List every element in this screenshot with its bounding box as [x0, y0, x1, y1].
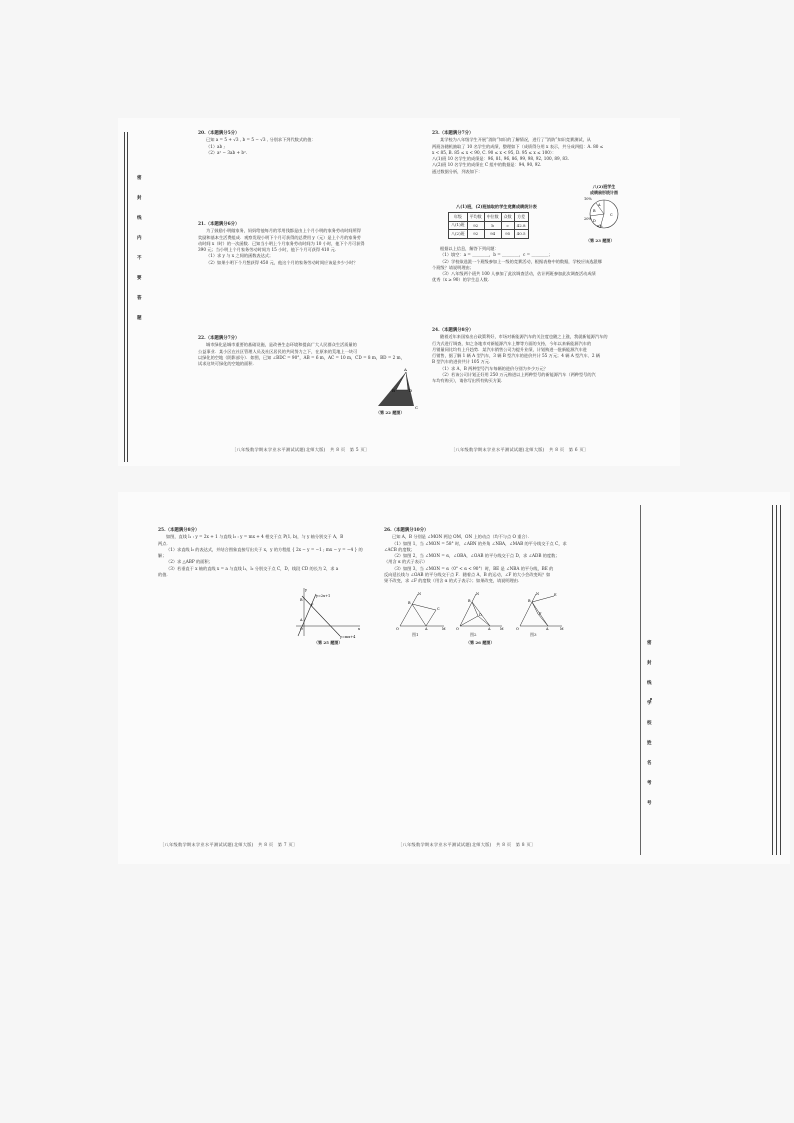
table-header-cell: 年级 — [449, 213, 468, 222]
question-title: 26.（本题满分10分） — [384, 528, 429, 533]
axis-label: y — [305, 588, 307, 592]
seal-char: 要 — [137, 276, 142, 281]
figure-caption: 图2 — [470, 632, 477, 637]
question-line: 通过数据分析，列表如下： — [432, 168, 483, 174]
binding-line — [127, 132, 128, 462]
question-title: 22.（本题满分7分） — [198, 336, 240, 341]
point-label: B — [300, 598, 303, 602]
question-line: 八(2)班 10 名学生的成绩在 C 组中的数据是：94, 90, 92. — [432, 162, 542, 168]
figure-caption: 图3 — [530, 632, 537, 637]
seal-line-text — [137, 175, 142, 335]
question-line: （3）若垂直于 x 轴的直线 x = a 与直线 l₁，l₂ 分别交于点 C，D，线段 CD 的长为 2，求 a — [166, 565, 339, 571]
question-line: 已知 a = 5 + √3 , b = 5 − √3 , 分别求下列代数式的值： — [206, 137, 316, 143]
table-cell: 40.5 — [514, 230, 528, 239]
pie-label: 10% — [584, 197, 592, 201]
question-line: 已知 A，B 分别是 ∠MON 两边 OM，ON 上的动点（均不与点 O 重合）． — [392, 534, 532, 540]
question-line: 根据以上信息，解答下列问题： — [440, 246, 499, 251]
question-line: （1）求直线 l₂ 的表达式，并结合图象直接写出关于 x，y 的方程组 { 2x − y = −1 ; mx − y = −4 } 的解； — [158, 546, 363, 559]
svg-text:D: D — [479, 613, 482, 617]
seal-char: 答 — [137, 296, 142, 301]
question-22 — [198, 336, 410, 367]
question-line: 390 元；当小明上个月家务劳动时间为 15 小时，他下个月可获得 410 元． — [198, 247, 340, 253]
table-cell: 95 — [501, 230, 514, 239]
question-line: （1）填空：a = ＿＿＿＿，b = ＿＿＿＿，c = ＿＿＿＿； — [440, 252, 553, 258]
figure-caption: （第 22 题图） — [376, 410, 405, 415]
question-line: 奖励和基本生活费组成．观察发现小明下个月可获得的总费用 y（元）是上个月的家务劳 — [198, 234, 361, 240]
question-line: 反向延长线与 ∠OAB 的平分线交于点 F．随着点 A，B 的运动，∠F 的大小会改变吗？如 — [384, 572, 551, 578]
figure-1 — [396, 592, 446, 631]
pie-label: D — [593, 219, 596, 223]
question-line: （2）若该公司计划正好用 250 万元购进以上两种型号的新能源汽车（两种型号的汽 — [440, 372, 596, 378]
page-footer: ［八年级数学期末学业水平测试试题(北师大版) 共 8 页 第 8 页］ — [398, 842, 536, 847]
pie-label: 20% — [584, 217, 592, 221]
question-line: （2）如图 2，当 ∠MON = α，∠OBA，∠OAB 的平分线交于点 D，求 ∠ADB 的度数； — [392, 553, 560, 559]
figure-2 — [456, 592, 504, 631]
svg-text:N: N — [418, 592, 422, 596]
point-label: A — [404, 367, 407, 372]
table-header-cell: 中位数 — [484, 213, 501, 222]
pie-label: B — [593, 209, 596, 213]
point-label: D — [409, 388, 413, 393]
table-header-cell: 众数 — [501, 213, 514, 222]
svg-text:F: F — [539, 612, 542, 616]
question-line: 试求这块可绿化的空地的面积． — [198, 361, 257, 367]
land-figure — [376, 367, 419, 410]
svg-text:M: M — [560, 627, 564, 631]
angle-figures — [396, 592, 566, 632]
question-line: （2）学校欲选派一个班级参加上一级的竞赛活动，根据表格中的数据，学校应该选派哪 — [440, 258, 602, 264]
svg-text:N: N — [476, 592, 480, 596]
question-24 — [432, 328, 638, 385]
page-footer: ［八年级数学期末学业水平测试试题(北师大版) 共 8 页 第 5 页］ — [232, 447, 370, 452]
question-title: 24.（本题满分8分） — [432, 328, 474, 333]
pie-label: A — [598, 203, 601, 207]
question-line: ∠ACB 的度数； — [384, 546, 415, 552]
question-line: 八(1)班 10 名学生的成绩是：96, 81, 96, 86, 99, 98, 92, 100, 89, 83. — [432, 156, 570, 162]
svg-text:A: A — [546, 627, 549, 631]
question-line: 优秀（x ≥ 90）的学生总人数． — [432, 277, 492, 283]
pie-label: C — [610, 213, 613, 217]
point-label: P — [311, 603, 314, 607]
table-header-cell: 方差 — [514, 213, 528, 222]
svg-text:B: B — [528, 599, 531, 603]
svg-text:M: M — [500, 627, 504, 631]
table-cell: 八(1)班 — [449, 221, 468, 230]
seal-char: 密 — [137, 176, 142, 181]
question-line: 行为式进行调查，知之各地市对新能源汽车上牌等方面的支持，今年以来新能源汽车的 — [432, 340, 592, 346]
table-row — [449, 221, 529, 230]
svg-text:C: C — [437, 607, 440, 611]
question-25 — [158, 528, 370, 578]
question-title: 23.（本题满分7分） — [432, 131, 474, 136]
figure-3 — [516, 592, 564, 631]
pie-label: a% — [597, 224, 603, 228]
table-cell: 92 — [467, 221, 484, 230]
seal-char: 线 — [647, 681, 652, 686]
seal-char: 内 — [137, 236, 142, 241]
question-line: 为了鼓励小明做家务，妈妈给他每月的零用钱都是由上个月小明的家务劳动时间所得 — [206, 228, 361, 234]
table-cell: b — [484, 221, 501, 230]
seal-char: 考 — [647, 781, 652, 786]
question-line: B 型汽车的进价共计 105 万元． — [432, 359, 494, 365]
question-20 — [198, 131, 408, 156]
figure-caption: 图1 — [412, 632, 419, 637]
question-line: 动时间 x（时）的一次函数．已知当小明上个月家务劳动时间为 10 小时，他下个月可获得 — [198, 240, 365, 246]
pie-title: 八(2)班学生 成绩扇形统计图 — [590, 184, 618, 195]
point-label: B — [392, 388, 395, 393]
question-line: （1）求 A，B 两种型号汽车每辆的进价分别为多少万元？ — [440, 365, 548, 371]
question-line: 公益事业．某小区在社区管理人员及社区居民的共同努力之下，在原来的荒地上一块可 — [198, 348, 358, 354]
statistics-table — [448, 212, 529, 239]
question-26 — [384, 528, 596, 585]
question-21 — [198, 222, 412, 266]
seal-char: 封 — [647, 661, 652, 666]
question-line: 个班级？请说明理由； — [432, 264, 474, 270]
seal-char: 学 — [647, 701, 652, 706]
seal-char: 线 — [137, 216, 142, 221]
svg-text:O: O — [516, 627, 519, 631]
table-header-cell: 平均数 — [467, 213, 484, 222]
page-footer: ［八年级数学期末学业水平测试试题(北师大版) 共 8 页 第 6 页］ — [451, 447, 589, 452]
question-line: 行销售，据了解 1 辆 A 型汽车，3 辆 B 型汽车的进价共计 55 万元；4 辆 A 型汽车、2 辆 — [432, 353, 601, 359]
seal-char: 姓 — [647, 741, 652, 746]
question-line: （1）如图 1，当 ∠MON = 58° 时，∠ABN 的外角 ∠NBA，∠MAB 的平分线交于点 C，求 — [392, 540, 567, 546]
figure-caption: （第 26 题图） — [466, 640, 495, 645]
table-cell: 92 — [467, 230, 484, 239]
scan-speck — [650, 698, 652, 700]
question-line: 车均有购买），请你写出所有购买方案． — [432, 378, 506, 384]
table-row — [449, 230, 529, 239]
pie-chart — [584, 197, 620, 230]
graph-figure — [296, 588, 360, 638]
binding-line — [776, 505, 777, 855]
question-line: （3）八年级两个班共 100 人参加了此次调查活动，估计两班参加此次调查活动成绩 — [440, 271, 596, 277]
table-title: 八(1)班，(2)班抽取的学生竞赛成绩统计表 — [456, 204, 537, 209]
binding-line — [772, 505, 773, 855]
binding-line — [640, 505, 641, 855]
question-line: 以绿化的空地（阴影部分）．如图，已知 ∠BDC = 90°，AB = 6 m，AC = 10 m，CD = 8 m，BD = 2 m， — [198, 354, 405, 360]
seal-char: 不 — [137, 256, 142, 261]
page-footer: ［八年级数学期末学业水平测试试题(北师大版) 共 8 页 第 7 页］ — [160, 842, 298, 847]
question-line: 两点． — [158, 540, 171, 546]
table-cell: 94 — [484, 230, 501, 239]
question-line: （2）如果小明下个月想获得 450 元，他这个月的家务劳动时间应该是多少小时？ — [206, 259, 358, 265]
svg-text:E: E — [554, 593, 557, 597]
table-cell: c — [501, 221, 514, 230]
table-cell: 八(2)班 — [449, 230, 468, 239]
seal-char: 名 — [647, 761, 652, 766]
binding-line — [780, 505, 781, 855]
question-line: （用含 α 的式子表示） — [384, 559, 428, 565]
axis-label: x — [358, 627, 360, 631]
question-line: 果不改变，求 ∠F 的度数（用含 α 的式子表示）；如果改变，请说明理由． — [384, 578, 523, 584]
svg-text:N: N — [536, 592, 540, 596]
seal-char: 密 — [647, 641, 652, 646]
binding-line — [124, 132, 125, 462]
question-line: （1）求 y 与 x 之间的函数表达式； — [206, 253, 274, 259]
question-line: 城市绿化是城市重要的基础设施，是改善生态环境和提高广大人民群众生活质量的 — [206, 342, 357, 348]
svg-text:A: A — [488, 627, 491, 631]
question-23 — [432, 131, 638, 175]
svg-text:A: A — [425, 627, 428, 631]
svg-text:M: M — [442, 627, 446, 631]
seal-char: 校 — [647, 721, 652, 726]
question-line: （1）ab ; — [206, 143, 225, 149]
table-cell: 42.8 — [514, 221, 528, 230]
question-line: 某学校为八年级学生开展“消防”知识的了解情况，进行了“消防”知识竞赛测试，从 — [440, 137, 591, 143]
question-line: 的值． — [158, 572, 171, 578]
svg-text:O: O — [456, 627, 459, 631]
question-line: 如图，直线 l₁ : y = 2x + 1 与直线 l₂ : y = mx + 4 相交于点 P(1, b)，与 y 轴分别交于 A，B — [166, 534, 344, 540]
question-23-parts — [432, 246, 638, 284]
seal-char: 封 — [137, 196, 142, 201]
svg-text:O: O — [396, 627, 399, 631]
question-line: （2）a² − 3ab + b². — [206, 149, 248, 155]
question-title: 20.（本题满分5分） — [198, 131, 240, 136]
figure-caption: （第 25 题图） — [314, 640, 343, 645]
svg-text:B: B — [408, 601, 411, 605]
question-line: 两班各随机抽取了 10 名学生的成绩，整理如下（成绩得分用 x 表示，共分成四组：A. 80 ≤ — [432, 143, 604, 149]
line-label: y=2x+1 — [316, 594, 331, 598]
seal-line-text — [647, 640, 652, 820]
point-label: A — [300, 618, 303, 622]
line-label: y=mx+4 — [340, 635, 356, 639]
point-label: O — [300, 627, 303, 631]
point-label: C — [415, 405, 419, 410]
figure-caption: （第 23 题图） — [586, 238, 615, 243]
question-line: x < 85, B. 85 ≤ x < 90, C. 90 ≤ x < 95, D. 95 ≤ x ≤ 100）： — [432, 149, 557, 155]
seal-char: 题 — [137, 316, 142, 321]
question-title: 25.（本题满分8分） — [158, 528, 200, 533]
question-line: 月销量同比均有上升趋势．某汽车销售公司为提升业绩，计划购进一批新能源汽车进 — [432, 346, 587, 352]
svg-text:B: B — [468, 599, 471, 603]
seal-char: 号 — [647, 801, 652, 806]
question-title: 21.（本题满分6分） — [198, 222, 240, 227]
question-line: （2）求 △ABP 的面积； — [166, 559, 213, 565]
question-line: （3）如图 3，当 ∠MON = α（0° < α < 90°）时，BE 是 ∠NBA 的平分线，BE 的 — [392, 565, 554, 571]
question-line: 随着近年来国家出台政策利好，市场对新能源汽车的关注度也随之上涨，我就新能源汽车的 — [440, 334, 608, 340]
